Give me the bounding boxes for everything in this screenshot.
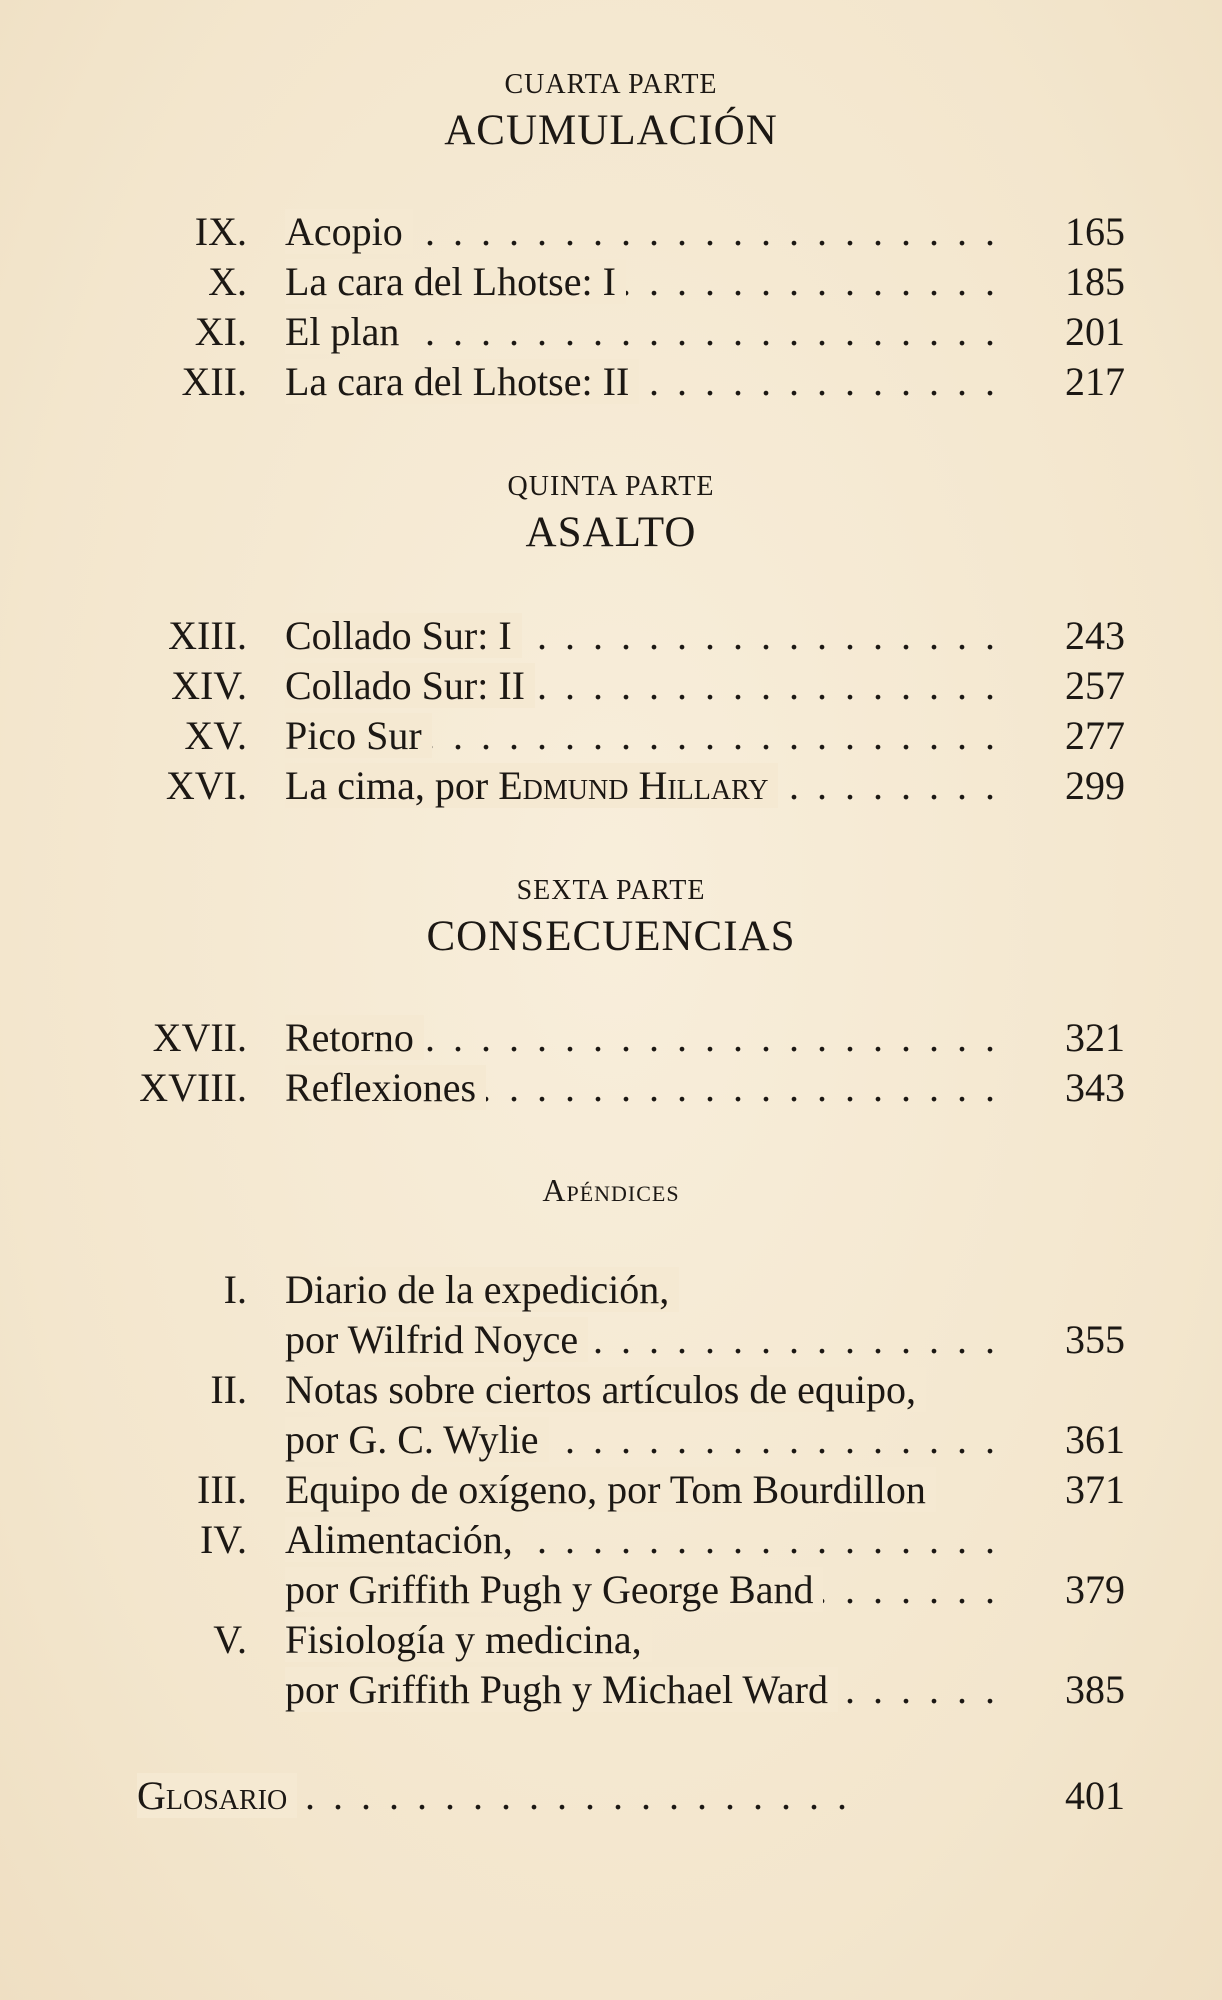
chapter-number: XVI. xyxy=(165,763,247,808)
chapter-number: XII. xyxy=(181,359,247,404)
page-number: 217 xyxy=(1065,359,1125,404)
toc-entry-continuation[interactable] xyxy=(0,1665,1222,1715)
page-number: 185 xyxy=(1065,259,1125,304)
appendix-number: I. xyxy=(223,1267,247,1312)
page-number: 379 xyxy=(1065,1567,1125,1612)
part-5-heading xyxy=(0,470,1222,558)
toc-entry-continuation[interactable] xyxy=(0,1415,1222,1465)
chapter-title: Reflexiones xyxy=(285,1065,486,1110)
toc-entry[interactable] xyxy=(0,1063,1222,1113)
appendix-author: por G. C. Wylie xyxy=(285,1417,549,1462)
page-number: 385 xyxy=(1065,1667,1125,1712)
part-title: ACUMULACIÓN xyxy=(444,107,778,154)
page-number: 401 xyxy=(1065,1773,1125,1818)
appendix-author: por Griffith Pugh y Michael Ward xyxy=(285,1667,838,1712)
page-number: 257 xyxy=(1065,663,1125,708)
appendix-title: Fisiología y medicina, xyxy=(285,1617,652,1662)
page-number: 201 xyxy=(1065,309,1125,354)
toc-entry[interactable] xyxy=(0,761,1222,811)
appendix-number: II. xyxy=(210,1367,247,1412)
toc-entry[interactable] xyxy=(0,711,1222,761)
toc-entry[interactable] xyxy=(0,1265,1222,1315)
page-number: 277 xyxy=(1065,713,1125,758)
chapter-number: X. xyxy=(208,259,247,304)
chapter-number: XI. xyxy=(194,309,247,354)
chapter-number: IX. xyxy=(194,209,247,254)
page-number: 343 xyxy=(1065,1065,1125,1110)
page-number: 355 xyxy=(1065,1317,1125,1362)
chapter-title: Retorno xyxy=(285,1015,424,1060)
appendix-title: Equipo de oxígeno, por Tom Bourdillon xyxy=(285,1467,936,1512)
chapter-number: XVIII. xyxy=(139,1065,247,1110)
appendix-title: Alimentación, xyxy=(285,1517,523,1562)
appendices-heading xyxy=(0,1172,1222,1209)
chapter-number: XV. xyxy=(184,713,247,758)
chapter-author: Edmund Hillary xyxy=(498,763,769,808)
page-number: 243 xyxy=(1065,613,1125,658)
chapter-title: La cara del Lhotse: II xyxy=(285,359,639,404)
toc-entry-continuation[interactable] xyxy=(0,1315,1222,1365)
toc-entry[interactable] xyxy=(0,1365,1222,1415)
appendix-number: III. xyxy=(197,1467,247,1512)
chapter-title: Collado Sur: II xyxy=(285,663,535,708)
toc-entry[interactable] xyxy=(0,357,1222,407)
toc-entry[interactable] xyxy=(0,1013,1222,1063)
toc-entry[interactable] xyxy=(0,1615,1222,1665)
toc-entry[interactable] xyxy=(0,661,1222,711)
toc-entry-continuation[interactable] xyxy=(0,1565,1222,1615)
page-number: 299 xyxy=(1065,763,1125,808)
appendix-author: por Griffith Pugh y George Band xyxy=(285,1567,823,1612)
chapter-title: Collado Sur: I xyxy=(285,613,522,658)
toc-entry[interactable] xyxy=(0,257,1222,307)
chapter-number: XIV. xyxy=(171,663,247,708)
appendices-label: Apéndices xyxy=(542,1172,680,1208)
toc-entry[interactable] xyxy=(0,307,1222,357)
part-4-heading xyxy=(0,68,1222,156)
appendix-title: Notas sobre ciertos artículos de equipo, xyxy=(285,1367,926,1412)
part-label: QUINTA PARTE xyxy=(507,471,715,502)
toc-entry[interactable] xyxy=(0,1465,1222,1515)
appendix-number: V. xyxy=(213,1617,247,1662)
part-title: ASALTO xyxy=(525,509,697,556)
chapter-number: XVII. xyxy=(152,1015,247,1060)
page-number: 361 xyxy=(1065,1417,1125,1462)
appendix-number: IV. xyxy=(199,1517,247,1562)
page-number: 371 xyxy=(1065,1467,1125,1512)
glossary-title: Glosario xyxy=(137,1773,297,1818)
toc-entry[interactable] xyxy=(0,611,1222,661)
toc-entry-glossary[interactable] xyxy=(0,1771,1222,1821)
chapter-title: Acopio xyxy=(285,209,413,254)
chapter-title: La cima, por xyxy=(285,763,489,808)
page-number: 321 xyxy=(1065,1015,1125,1060)
chapter-title: La cara del Lhotse: I xyxy=(285,259,626,304)
toc-entry[interactable] xyxy=(0,1515,1222,1565)
appendix-author: por Wilfrid Noyce xyxy=(285,1317,588,1362)
chapter-title: Pico Sur xyxy=(285,713,432,758)
page-number: 165 xyxy=(1065,209,1125,254)
part-label: CUARTA PARTE xyxy=(504,69,718,100)
part-6-heading xyxy=(0,874,1222,962)
part-title: CONSECUENCIAS xyxy=(426,913,796,960)
toc-entry[interactable] xyxy=(0,207,1222,257)
chapter-title: El plan xyxy=(285,309,409,354)
chapter-number: XIII. xyxy=(168,613,247,658)
part-label: SEXTA PARTE xyxy=(516,875,706,906)
appendix-title: Diario de la expedición, xyxy=(285,1267,679,1312)
